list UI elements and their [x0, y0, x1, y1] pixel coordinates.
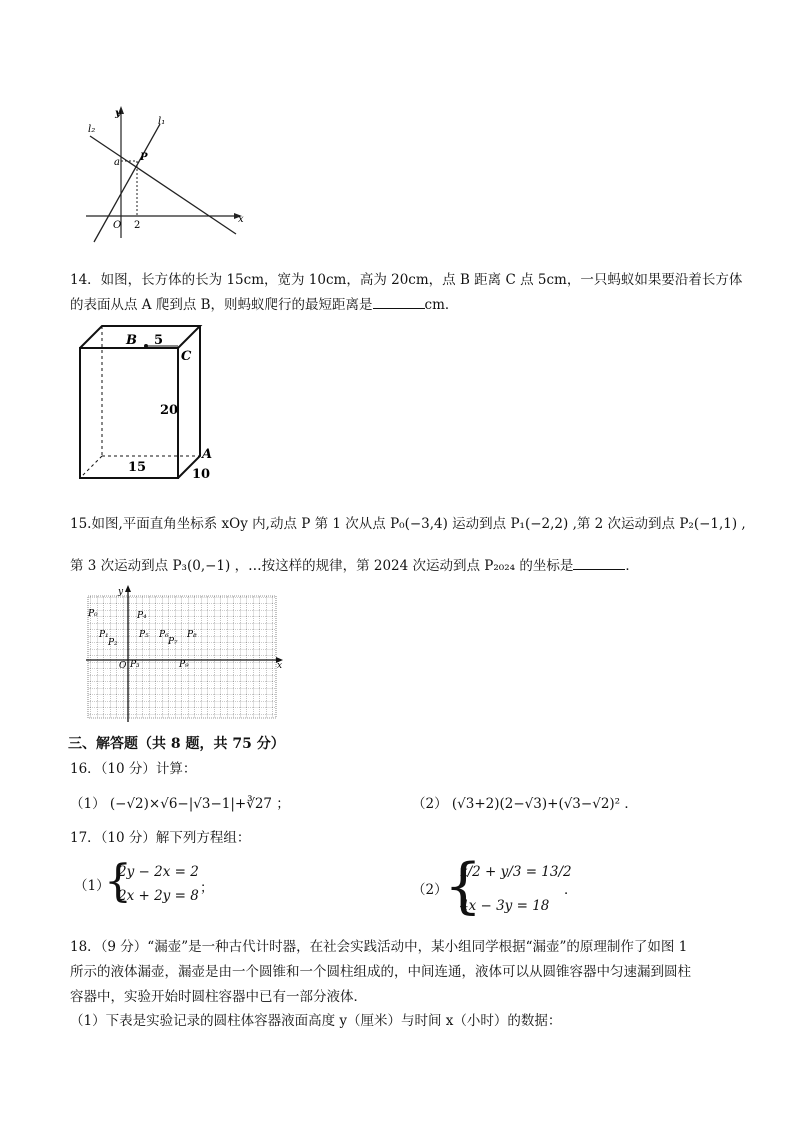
label-x: x — [238, 214, 244, 225]
label-P0: P₀ — [88, 609, 98, 619]
q15-line2 — [70, 554, 639, 574]
label-A: A — [202, 447, 213, 462]
q15-line2-text: 第 3 次运动到点 P₃(0,−1) ，…按这样的规律，第 2024 次运动到点 P₂₀₂₄ 的坐标是 — [70, 558, 574, 574]
label-l2: l₂ — [88, 124, 96, 135]
label-10: 10 — [192, 467, 211, 482]
label-P6: P₆ — [159, 630, 169, 640]
label-x: x — [277, 661, 283, 671]
q18-line1: 18．（9 分）“漏壶”是一种古代计时器，在社会实践活动中，某小组同学根据“漏壶”的原理制作了如图 1 — [70, 939, 688, 955]
q17-p1-label: （1） — [74, 878, 110, 894]
figure-q15-grid — [84, 584, 284, 724]
figure-q14-cuboid — [76, 322, 216, 484]
q18-line3: 容器中，实验开始时圆柱容器中已有一部分液体． — [70, 989, 367, 1005]
q14-line1: 14．如图，长方体的长为 15cm，宽为 10cm，高为 20cm，点 B 距离 C 点 5cm，一只蚂蚁如果要沿着长方体 — [70, 272, 743, 288]
label-5: 5 — [154, 333, 164, 348]
q16-part2: （2） (√3+2)(2−√3)+(√3−√2)² ． — [412, 796, 638, 812]
label-P1: P₁ — [99, 630, 109, 640]
q17-p2-end: ． — [564, 882, 578, 898]
label-B: B — [126, 333, 137, 348]
label-P8: P₈ — [187, 630, 197, 640]
q16-header: 16．（10 分）计算： — [70, 761, 197, 777]
label-15: 15 — [128, 460, 147, 475]
label-C: C — [181, 349, 192, 364]
q15-line1: 15.如图,平面直角坐标系 xOy 内,动点 P 第 1 次从点 P₀(−3,4) 运动到点 P₁(−2,2) ,第 2 次运动到点 P₂(−1,1) , — [70, 516, 746, 532]
brace-icon: { — [444, 851, 483, 921]
q17-p1-end: ； — [200, 880, 214, 896]
svg-text:P₉: P₉ — [179, 660, 189, 670]
label-P3: P₃ — [130, 660, 140, 670]
q14-line2 — [70, 293, 458, 313]
label-l1: l₁ — [158, 116, 166, 127]
label-P: P — [140, 152, 148, 163]
label-P4: P₄ — [137, 611, 147, 621]
q18-line2: 所示的液体漏壶，漏壶是由一个圆锥和一个圆柱组成的，中间连通，液体可以从圆锥容器中匀速漏到圆柱 — [70, 964, 691, 980]
label-P7: P₇ — [168, 637, 178, 647]
q17-p2-label: （2） — [412, 882, 448, 898]
label-y: y — [115, 108, 121, 119]
q17-p1-eq1: 2y − 2x = 2 — [118, 864, 199, 880]
figure-q13-graph — [82, 104, 250, 244]
q14-line2-end: cm． — [424, 297, 459, 313]
section-title: 三、解答题（共 8 题，共 75 分） — [68, 736, 285, 752]
label-2: 2 — [134, 220, 141, 231]
brace-icon: { — [104, 856, 132, 907]
q17-p2-eq2: 4x − 3y = 18 — [460, 898, 550, 914]
q17-p2-eq1: x/2 + y/3 = 13/2 — [460, 864, 572, 880]
label-P5: P₅ — [139, 630, 149, 640]
q15-line2-end: ． — [625, 558, 639, 574]
label-a: a — [114, 157, 120, 168]
q16-part1: （1） (−√2)×√6−|√3−1|+∛27 ； — [70, 796, 290, 812]
label-O: O — [119, 661, 127, 671]
q17-header: 17．（10 分）解下列方程组： — [70, 830, 251, 846]
label-O: O — [113, 220, 122, 231]
label-P2: P₂ — [108, 638, 118, 648]
answer-blank — [373, 296, 425, 309]
q14-line2-text: 的表面从点 A 爬到点 B，则蚂蚁爬行的最短距离是 — [70, 297, 373, 313]
q18-line4: （1）下表是实验记录的圆柱体容器液面高度 y（厘米）与时间 x（小时）的数据： — [70, 1013, 562, 1029]
answer-blank — [573, 557, 625, 570]
q17-p1-eq2: 2x + 2y = 8 — [118, 888, 199, 904]
label-20: 20 — [160, 403, 179, 418]
label-y: y — [118, 587, 124, 597]
